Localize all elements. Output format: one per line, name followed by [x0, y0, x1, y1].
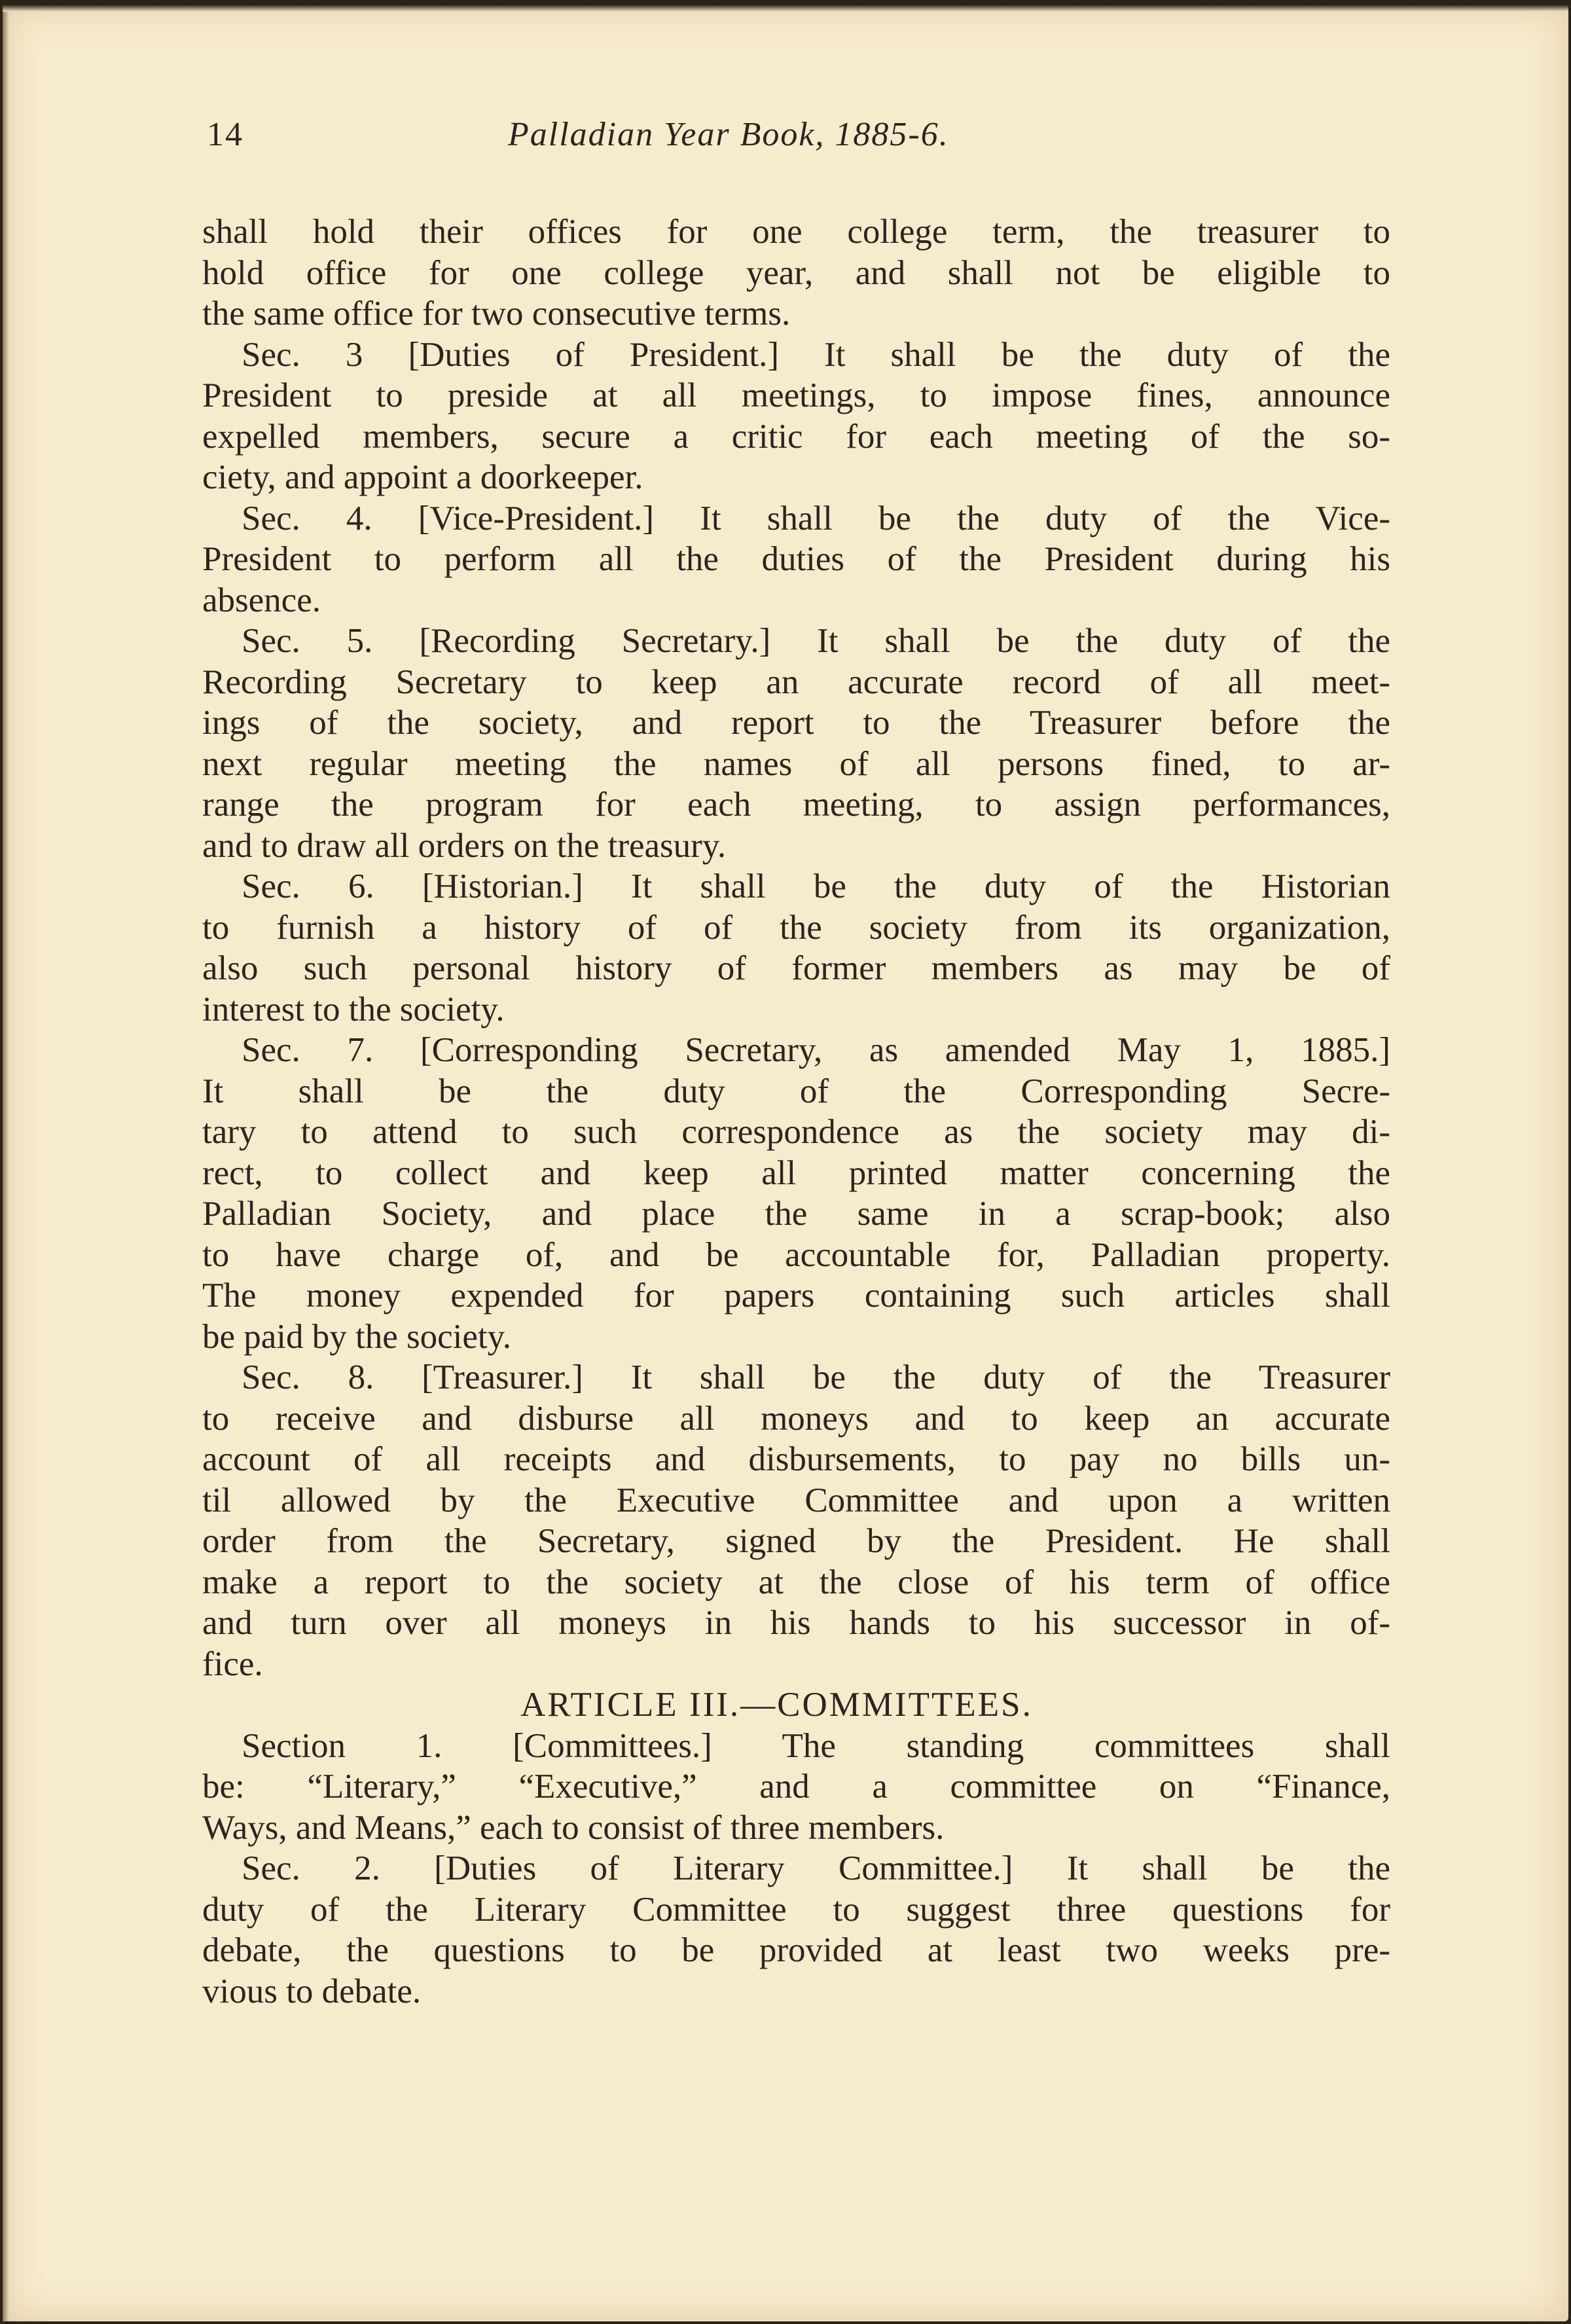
- text-line: and to draw all orders on the treasury.: [202, 826, 727, 865]
- page-number: 14: [207, 116, 244, 153]
- page-header: [207, 111, 1385, 170]
- section-heading-line: Sec. 4. [Vice-President.] It shall be the duty of the Vice-: [242, 499, 1390, 537]
- text-line: ings of the society, and report to the Treasurer before the: [202, 704, 1390, 742]
- text-line: to receive and disburse all moneys and to keep an accurate: [202, 1399, 1390, 1438]
- text-line: Recording Secretary to keep an accurate record of all meet-: [202, 663, 1390, 701]
- text-line: vious to debate.: [202, 1972, 422, 2010]
- section-heading-line: Sec. 7. [Corresponding Secretary, as amended May 1, 1885.]: [242, 1031, 1390, 1069]
- text-line: fice.: [202, 1644, 263, 1683]
- text-line: the same office for two consecutive terms.: [202, 295, 791, 333]
- text-line: rect, to collect and keep all printed matter concerning the: [202, 1153, 1390, 1192]
- section-heading-line: Sec. 8. [Treasurer.] It shall be the duty of the Treasurer: [242, 1358, 1390, 1396]
- text-line: duty of the Literary Committee to suggest three questions for: [202, 1890, 1390, 1929]
- text-line: Palladian Society, and place the same in a scrap-book; also: [202, 1195, 1390, 1233]
- text-line: range the program for each meeting, to assign performances,: [202, 786, 1390, 824]
- text-line: expelled members, secure a critic for each meeting of the so-: [202, 417, 1390, 456]
- text-line: next regular meeting the names of all persons fined, to ar-: [202, 744, 1390, 783]
- section-heading-line: Sec. 3 [Duties of President.] It shall be the duty of the: [242, 335, 1390, 374]
- section-heading-line: Sec. 2. [Duties of Literary Committee.] It shall be the: [242, 1849, 1390, 1887]
- page-left-edge: [3, 5, 9, 2321]
- text-line: Ways, and Means,” each to consist of three members.: [202, 1808, 945, 1847]
- text-line: be: “Literary,” “Executive,” and a committee on “Finance,: [202, 1768, 1390, 1806]
- text-line: absence.: [202, 581, 321, 619]
- text-line: President to preside at all meetings, to impose fines, announce: [202, 376, 1390, 414]
- text-line: be paid by the society.: [202, 1317, 511, 1356]
- text-line: to furnish a history of of the society from its organization,: [202, 908, 1390, 947]
- text-line: It shall be the duty of the Corresponding Secre-: [202, 1072, 1390, 1110]
- section-heading-line: Sec. 5. [Recording Secretary.] It shall be the duty of the: [242, 622, 1390, 660]
- text-line: ciety, and appoint a doorkeeper.: [202, 458, 643, 496]
- body-text: [202, 211, 1390, 2012]
- text-line: make a report to the society at the close of his term of office: [202, 1563, 1390, 1601]
- text-line: interest to the society.: [202, 990, 505, 1028]
- book-page: [3, 5, 1568, 2321]
- text-line: shall hold their offices for one college term, the treasurer to: [202, 213, 1390, 251]
- article-heading: ARTICLE III.—COMMITTEES.: [520, 1686, 1033, 1724]
- running-title: Palladian Year Book, 1885-6.: [508, 116, 949, 153]
- text-line: also such personal history of former members as may be of: [202, 949, 1390, 987]
- text-line: The money expended for papers containing such articles shall: [202, 1277, 1390, 1315]
- text-line: order from the Secretary, signed by the President. He shall: [202, 1522, 1390, 1560]
- text-line: debate, the questions to be provided at least two weeks pre-: [202, 1931, 1390, 1969]
- text-line: to have charge of, and be accountable for, Palladian property.: [202, 1235, 1390, 1274]
- text-line: hold office for one college year, and shall not be eligible to: [202, 253, 1390, 292]
- text-line: tary to attend to such correspondence as the society may di-: [202, 1113, 1390, 1151]
- section-heading-line: Section 1. [Committees.] The standing committees shall: [242, 1726, 1390, 1765]
- text-line: account of all receipts and disbursements, to pay no bills un-: [202, 1440, 1390, 1478]
- text-line: til allowed by the Executive Committee and upon a written: [202, 1481, 1390, 1519]
- text-line: President to perform all the duties of the President during his: [202, 540, 1390, 578]
- page-top-edge: [3, 5, 1568, 12]
- section-heading-line: Sec. 6. [Historian.] It shall be the duty of the Historian: [242, 867, 1390, 905]
- text-line: and turn over all moneys in his hands to his successor in of-: [202, 1604, 1390, 1642]
